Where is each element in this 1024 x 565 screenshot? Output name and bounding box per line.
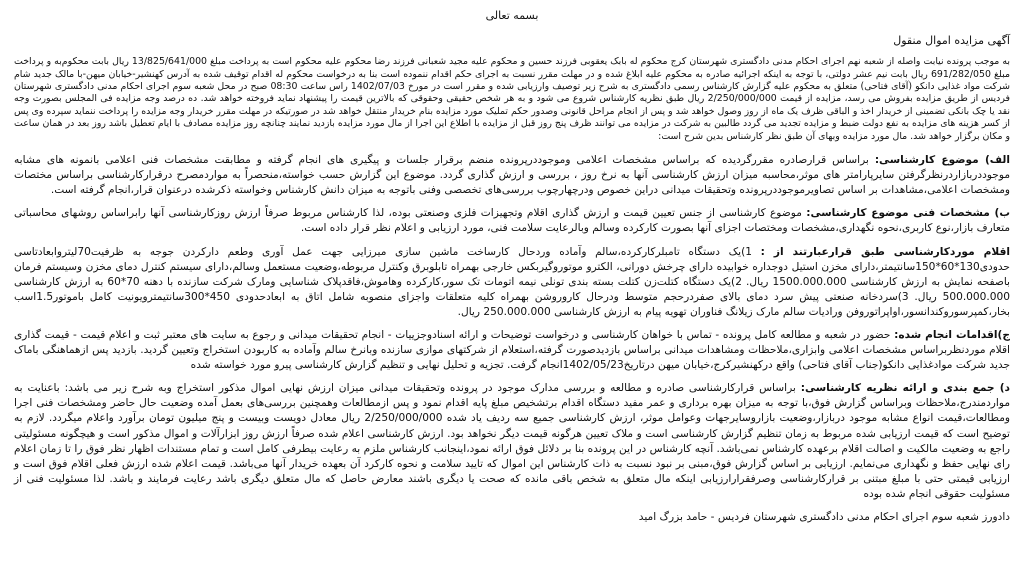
notice-title: آگهی مزایده اموال منقول	[893, 34, 1010, 48]
section-conclusion-text: براساس قرارکارشناسی صادره و مطالعه و بررسی مدارک موجود در پرونده وتحقیقات میدانی میزان ارزش نهایی اموال مذکور استخراج وبه شرح زیر می باشد: باعنایت به مواردمندرج،ملاحظات وبراساس گزارش فوق،با توجه به میزان بهره برداری و عمر مفید دستگاه اقدام برتشخیص مبلغ پایه اقدام نمود و پس ازمطالعات وهمچنین بررسی‌های بعمل آمده وضعیت حال حاضر ومشخصات فنی اجرا ومطالعات،قیمت انواع مشابه موجود دربازار،وضعیت بازاروسایرجهات وعوامل موثر، ارزش کارشناسی جمیع سه ردیف یاد شده 2/250/000/000 ریال معادل دویست وبیست و پنج میلیون تومان برآورد واعلام میگردد. لازم به توضیح است که قیمت ارزیابی شده مربوط به زمان تنظیم گزارش کارشناسی است و ملاک تعیین هرگونه قیمت دیگر نخواهد بود. ارزش کارشناسی اعلام شده صرفاً ارزش روز ابزارآلات و اموال مذکور است و هیچگونه مسئولیتی راجع به وضعیت مالکیت و اصالت اقلام برعهده کارشناس نمی‌باشد. آنچه کارشناس در این پرونده بنا بر دلائل فوق ارائه نمود،اینجانب کارشناس ملزم به رعایت بیطرفی کامل است و تمام مستندات اظهار نظر فوق را تا زمان اعلام رای نهایی حفظ و نگهداری می‌نمایم. ارزیابی بر اساس گزارش فوق،مبنی بر نبود نسبت به ذات کارشناس این اموال که تایید سلامت و نحوه کارکرد آن بعهده خریدار آنها می‌باشد. قیمت اعلام شده ارزش فعلی اقلام فوق است و ارزیابی قیمتی حتی با مبلغ مبتنی بر قرارکارشناسی وصرفقرارارزیابی اینکه مال متعلق به شخص باقی مانده که صحت یا دیگری باشند معارض حاصل که مال متعلق دیگری باشد رعایت فرمایند و باشد. لذا مسئولیت فنی از مسئولیت حقوقی انجام شده بوده	[14, 382, 1010, 500]
section-subject	[14, 153, 1010, 198]
section-subject-text: براساس قرارصادره مقررگردیده که براساس مشخصات اعلامی وموجوددرپرونده منضم برقرار جلسات و پیگیری های انجام گرفته و مطابقت مشخصات فنی اعلامی بانمونه های مشابه موجوددربازاردرنظرگرفتن سایرپارامتر های موثر،محاسبه میزان ارزش کارشناسی آنها به نرخ روز ، بررسی و ارزش گذاری گردد. موضوع این گزارش حسب خواسته،منحصراً به مواردمصرح درقرارکارشناسی براساس مختصات ومشخصات اعلامی،مشاهدات بر اساس تصاویرموجوددرپرونده وتحقیقات میدانی دراین خصوص ودرچهارچوب بررسی‌های تخصصی وفنی باتوجه به میزان دانش کارشناس وخواسته ذکرشده درعنوان قرار،انجام گرفته است.	[14, 154, 1010, 197]
section-subject-heading: الف) موضوع کارشناسی:	[874, 154, 1011, 167]
section-actions	[14, 328, 1010, 373]
basmala-heading: بسمه تعالی	[485, 9, 539, 22]
signature-line: دادورز شعبه سوم اجرای احکام مدنی دادگستری شهرستان فردیس - حامد بزرگ امید	[638, 511, 1010, 523]
section-technical-specs-heading: ب) مشخصات فنی موضوع کارشناسی:	[806, 207, 1010, 220]
section-items	[14, 245, 1010, 320]
section-items-heading: اقلام موردکارشناسی طبق قرارعبارتند از :	[760, 245, 1011, 258]
section-conclusion-heading: د) جمع بندی و ارائه نظریه کارشناسی:	[800, 382, 1010, 395]
section-actions-text: حضور در شعبه و مطالعه کامل پرونده - تماس با خواهان کارشناسی و درخواست توضیحات و ارائه اسنادوجزییات - انجام تحقیقات میدانی و رجوع به سایت های معتبر ثبت و اعلام قیمت - قیمت گذاری اقلام موردنظربراساس مشخصات اعلامی وابزاری،ملاحظات ومشاهدات میدانی براساس بازدیدصورت گرفته،استعلام از شرکتهای موازی سازنده وبانرخ سالم وآماده به کاربودن استخراج وتعیین گردید. بازدید پس ازهماهنگی باماک جدید شرکت موادغذایی دانکو(جناب آقای فتاحی) واقع درکهنشیرکرج،خیابان میهن درتاریخ1402/05/23انجام گرفت. تجزیه و تحلیل نهایی و تنظیم گزارش کارشناسی پیرو مورد خواسته شده	[14, 328, 1010, 372]
section-items-text: 1)یک دستگاه تامبلرکارکرده،سالم وآماده وردحال کارساخت ماشین سازی میرزایی جهت عمل آوری وطعم دارکردن جوجه به ظرفیت70لیتروابعادتاسی حدودی130*60*150سانتیمتر،دارای مخزن استیل دوجداره خوابیده دارای چرخش دورانی، الکترو موتوروگیربکس خارجی بهمراه تابلوبرق وکنترل مربوطه،وضعیت مستعمل وسالم،دارای سیستم کنترل دمای مخزن وسیستم فرمان باصفحه نمایش به ارزش کارشناسی 1500.000.000 ریال. 2)یک دستگاه کتلت‌زن کتلت بسته بندی تونلی نیمه اتومات تک سور،کارکرده وهاموش،فاقدپلاک شناسایی ومارک شرکت سازنده با دهنه 70*60 به ارزش کارشناسی 500.000.000 ریال. 3)سردخانه صنعتی پیش سرد دمای بالای صفردرحجم متوسط ودرحال کاروروشن بهمراه کلیه متعلقات واجزای منصوبه شامل اتاق به ابعادحدودی 450*300سانتیمترویونیت کامل باموتور1.5اسب بخار،کمپرسوروکندانسور،اواپراتوروفن ورادیات سالم مارک زیلانگ فناوران تهویه پیام به ارزش کارشناسی 250.000.000 ریال.	[14, 245, 1011, 318]
section-technical-specs-text: موضوع کارشناسی از جنس تعیین قیمت و ارزش گذاری اقلام وتجهیزات فلزی وصنعتی بوده، لذا کارشناس مربوط صرفاً ارزش روزکارشناسی آنها رابراساس روشهای محاسباتی متعارف بازار،نوع کاربری،نحوه نگهداری،مشخصات ومختصات اجزای آنها بصورت کارکرده وسالم وبالرعایت سلامت فنی، مورد ارزیابی و اعلام نظر قرار داده است.	[14, 207, 1010, 235]
intro-paragraph: به موجب پرونده نیابت واصله از شعبه نهم اجرای احکام مدنی دادگستری شهرستان کرج محکوم له بابک یعقوبی فرزند حسین و محکوم علیه مجید شعبانی فرزند رضا محکوم علیه محکوم است به پرداخت مبلغ 13/825/641/000 ریال بابت محکوم‌به و پرداخت مبلغ 691/282/050 ریال بابت نیم عشر دولتی، با توجه به اینکه اجرائیه صادره به محکوم علیه ابلاغ شده و در مهلت مقرر نسبت به اجرای حکم اقدام ننموده است بنا به درخواست محکوم له اقدام توقیف شده به آدرس کهنشیر-خیابان میهن-با مالک جدید شام شرکت مواد غذایی دانکو (آقای فتاحی) متعلق به محکوم علیه گزارش کارشناس رسمی دادگستری به شرح زیر توصیف وارزیابی شده و مقرر است در مورخ 1402/07/03 راس ساعت 08:30 صبح در محل شعبه سوم اجرای احکام مدنی دادگستری شهرستان فردیس از طریق مزایده بفروش می رسد، مزایده از قیمت 2/250/000/000 ریال طبق نظریه کارشناس شروع می شود و به هر شخص حقیقی وحقوقی که بالاترین قیمت را پیشنهاد نماید فروخته خواهد شد. ده درصد وجه مزایده فی المجلس بصورت وجه نقد یا چک بانکی تضمینی از خریدار اخذ و الباقی ظرف یک ماه از روز وصول خواهد شد و پس از انجام مراحل قانونی وصدور حکم تملیک مورد مزایده بنام خریدار منتقل خواهد شد در صورتیکه در مهلت مقرر خریدار وجه مزایده را پرداخت ننماید سپرده وی پس از کسر هزینه های مزایده به نفع دولت ضبط و مزایده تجدید می گردد طالبین به شرکت در مزایده می توانند ظرف پنج روز قبل از مزایده با اطلاع این اجرا از مال مورد مزایده بازدید نمایند چنانچه روز مزایده مصادف با ایام تعطیل باشد روز بعد در همان ساعت و مکان برگزار خواهد شد. مال مورد مزایده وبهای آن طبق نظر کارشناس بدین شرح است:	[14, 56, 1010, 142]
section-actions-heading: ج)اقدامات انجام شده:	[894, 328, 1010, 341]
section-technical-specs	[14, 206, 1010, 236]
section-conclusion	[14, 381, 1010, 502]
